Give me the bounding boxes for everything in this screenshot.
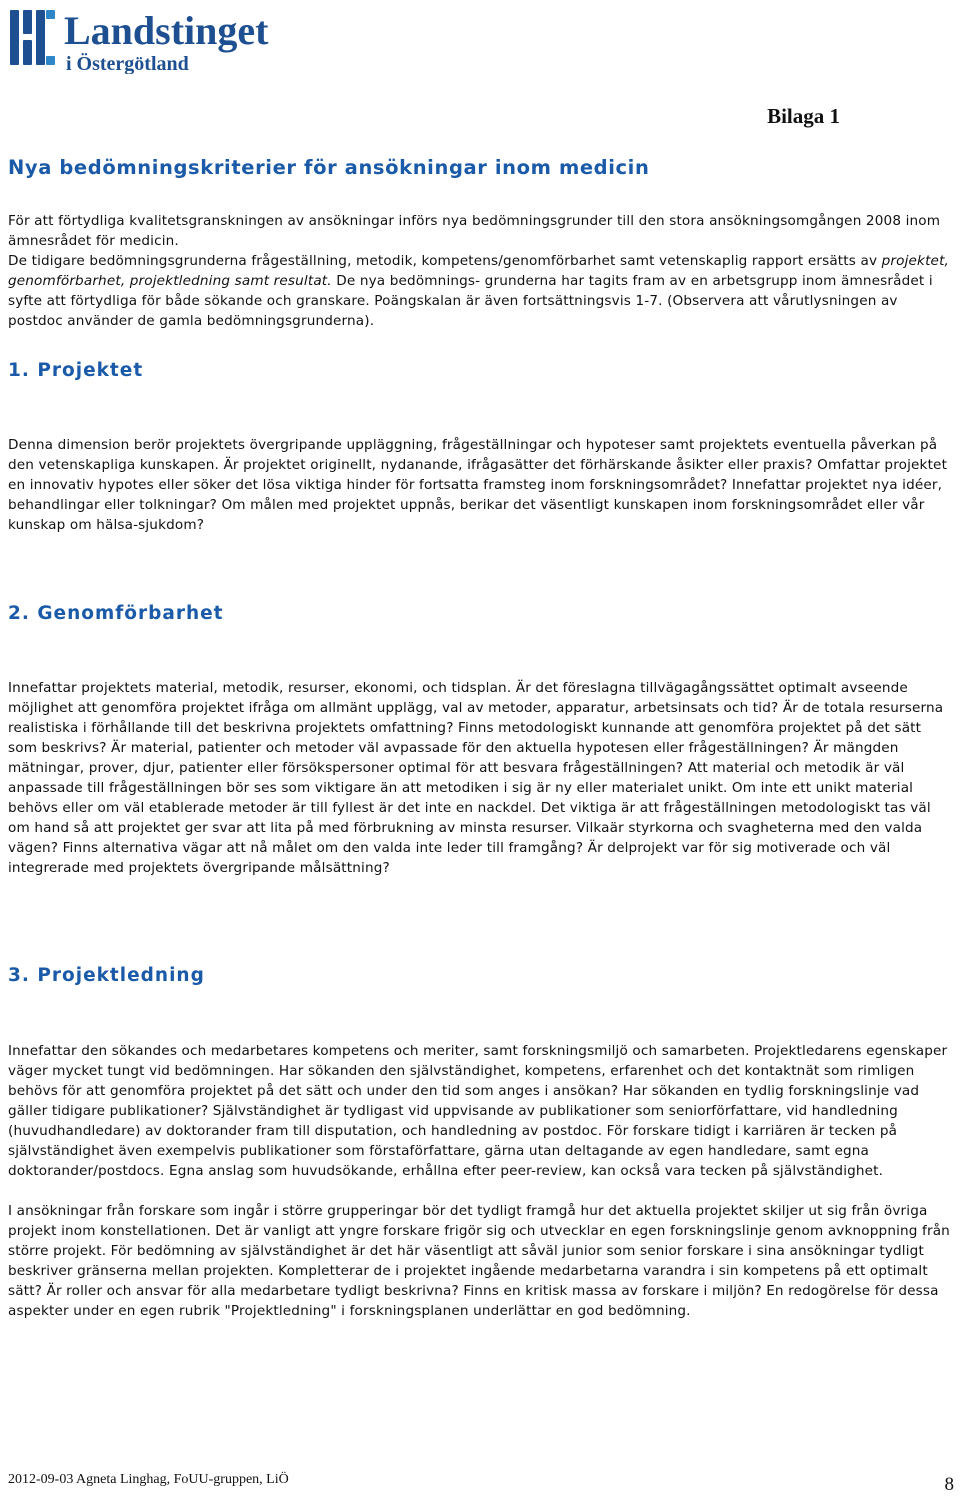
appendix-label: Bilaga 1 (767, 104, 840, 128)
landstinget-logo (8, 2, 308, 74)
section-1-heading: 1. Projektet (8, 360, 144, 381)
section-3-heading: 3. Projektledning (8, 965, 205, 986)
logo-line-1: Landstinget (64, 8, 269, 53)
section-1-body (8, 435, 953, 535)
logo-graphic (8, 2, 308, 74)
intro-p2-start: De tidigare bedömningsgrunderna frågeställning, metodik, kompetens/genomförbarhet samt vetenskaplig rapport ersätts av (8, 253, 882, 269)
section-3-body (8, 1041, 953, 1321)
section-3-paragraph-1: Innefattar den sökandes och medarbetares kompetens och meriter, samt forskningsmiljö och samarbeten. Projektledarens egenskaper väger mycket tungt vid bedömningen. Har sökanden den självständighet, kompetens, erfarenhet och det kontaktnät som rimligen behövs för att genomföra projektet på det sätt och under den tid som anges i ansökan? Har sökanden en tydlig forskningslinje vad gäller tidigare publikationer? Självständighet är tydligast vid uppvisande av publikationer som seniorförfattare, vid handledning (huvudhandledare) av doktorander fram till disputation, och handledning av postdoc. För forskare tidigt i karriären är tecken på självständighet även exempelvis publikationer som förstaförfattare, gärna utan deltagande av egen handledare, samt egna doktorander/postdocs. Egna anslag som huvudsökande, erhållna efter peer-review, kan också vara tecken på självständighet. (8, 1043, 948, 1179)
logo-line-2: i Östergötland (66, 53, 189, 74)
intro-p2-italic: projektet, genomförbarhet, projektledning samt resultat. (8, 253, 950, 289)
footer-author: 2012-09-03 Agneta Linghag, FoUU-gruppen, LiÖ (8, 1472, 289, 1487)
intro-paragraph-2 (8, 251, 953, 331)
section-2-heading: 2. Genomförbarhet (8, 603, 224, 624)
intro-section (8, 211, 953, 331)
section-1-paragraph: Denna dimension berör projektets övergripande uppläggning, frågeställningar och hypoteser samt projektets eventuella påverkan på den vetenskapliga kunskapen. Är projektet originellt, nydanande, ifrågasätter det förhärskande åsikter eller praxis? Omfattar projektet en innovativ hypotes eller söker det lösa viktiga hinder för fortsatta framsteg inom forskningsområdet? Innefattar projektet nya idéer, behandlingar eller tolkningar? Om målen med projektet uppnås, berikar det väsentligt kunskapen inom forskningsområdet eller vår kunskap om hälsa-sjukdom? (8, 437, 948, 533)
page-title: Nya bedömningskriterier för ansökningar inom medicin (8, 156, 650, 179)
intro-p2-end: De nya bedömnings- grunderna har tagits fram av en arbetsgrupp inom ämnesrådet i syfte att förtydliga för både sökande och granskare. Poängskalan är även fortsättningsvis 1-7. (Observera att vårutlysningen av postdoc använder de gamla bedömningsgrunderna). (8, 273, 933, 329)
intro-paragraph-1: För att förtydliga kvalitetsgranskningen av ansökningar införs nya bedömningsgrunder till den stora ansökningsomgången 2008 inom ämnesrådet för medicin. (8, 213, 941, 249)
section-2-body (8, 678, 953, 878)
page-number: 8 (944, 1474, 954, 1495)
section-3-paragraph-2: I ansökningar från forskare som ingår i större grupperingar bör det tydligt framgå hur det aktuella projektet skiljer ut sig från övriga projekt inom konstellationen. Det är vanligt att yngre forskare frigör sig och utvecklar en egen forskningslinje genom avknoppning från större projekt. För bedömning av självständighet är det här väsentligt att såväl junior som senior forskare i sina ansökningar tydligt beskriver gränserna mellan projekten. Kompletterar de i projektet ingående medarbetarna varandra i sin kompetens på ett optimalt sätt? Är roller och ansvar för alla medarbetare tydligt beskrivna? Finns en kritisk massa av forskare i miljön? En redogörelse för dessa aspekter under en egen rubrik "Projektledning" i forskningsplanen underlättar en god bedömning. (8, 1203, 950, 1319)
logo-emblem-icon (10, 10, 55, 65)
section-2-paragraph: Innefattar projektets material, metodik, resurser, ekonomi, och tidsplan. Är det föreslagna tillvägagångssättet optimalt avseende möjlighet att genomföra projektet ifråga om allmänt upplägg, val av metoder, apparatur, arbetsinsats och tid? Är de totala resurserna realistiska i förhållande till det beskrivna projektets omfattning? Finns metodologiskt kunnande att genomföra projektet på det sätt som beskrivs? Är material, patienter och metoder väl avpassade för den aktuella hypotesen eller frågeställningen? Är mängden mätningar, prover, djur, patienter eller försökspersoner optimal för att besvara frågeställningen? Att material och metodik är väl anpassade till frågeställningen bör ses som viktigare än att metodiken i sig är ny eller materialet unikt. Om inte ett unikt material behövs eller om väl etablerade metoder är till fyllest är det inte en nackdel. Det viktiga är att frågeställningen metodologiskt tas väl om hand så att projektet ger svar att lita på med förbrukning av minsta resurser. Vilkaär styrkorna och svagheterna med den valda vägen? Finns alternativa vägar att nå målet om den valda inte leder till framgång? Är delprojekt var för sig motiverade och väl integrerade med projektets övergripande målsättning? (8, 680, 944, 876)
